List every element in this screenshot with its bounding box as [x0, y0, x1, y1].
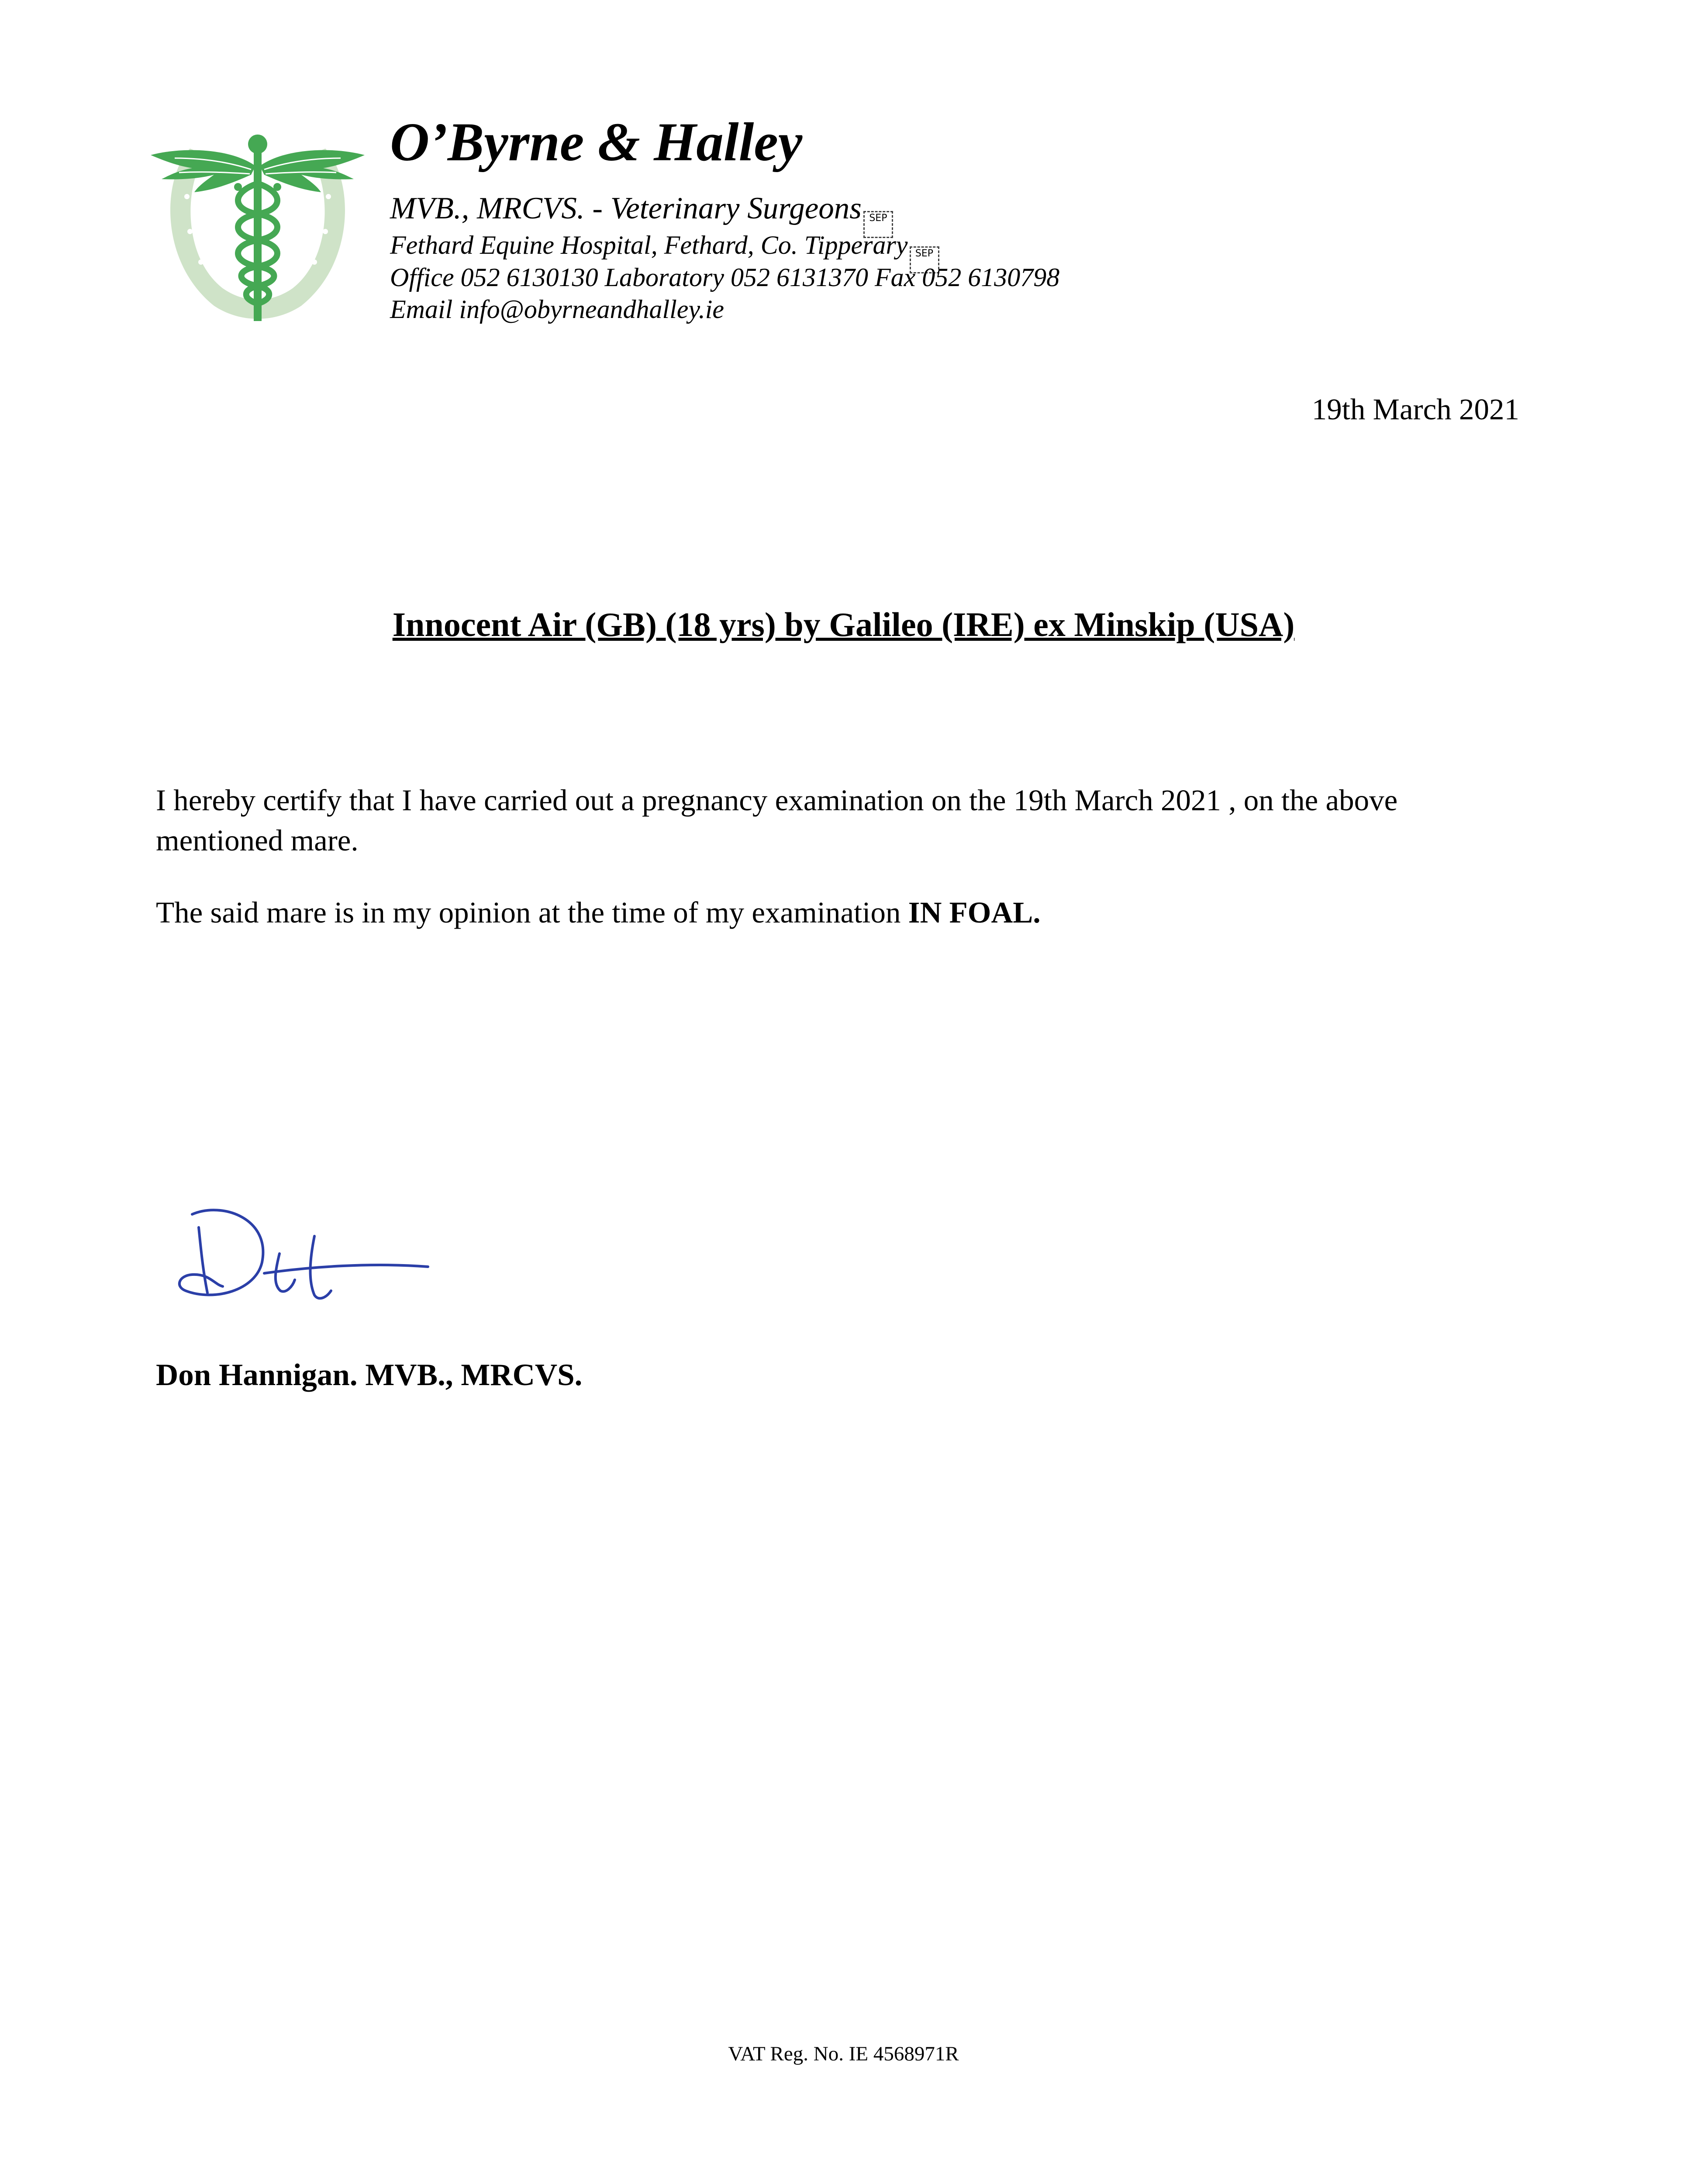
result-paragraph: The said mare is in my opinion at the time of my examination IN FOAL.	[156, 896, 1041, 929]
signer-name: Don Hannigan. MVB., MRCVS.	[156, 1358, 583, 1392]
firm-subtitle: MVB., MRCVS. - Veterinary Surgeons SEP	[390, 191, 893, 238]
sep-marker-icon: SEP	[910, 246, 939, 273]
letter-heading: Innocent Air (GB) (18 yrs) by Galileo (IRE) ex Minskip (USA)	[392, 605, 1295, 643]
sep-marker-icon: SEP	[863, 211, 893, 238]
certification-paragraph: I hereby certify that I have carried out a pregnancy examination on the 19th March 2021 , on the above mentioned mare.	[156, 784, 1398, 857]
firm-name: O’Byrne & Halley	[390, 112, 803, 173]
vat-footer: VAT Reg. No. IE 4568971R	[728, 2042, 959, 2065]
result-status: IN FOAL.	[908, 896, 1041, 929]
caduceus-logo-icon	[148, 131, 367, 328]
firm-address: Fethard Equine Hospital, Fethard, Co. Tipperary SEP	[390, 231, 939, 273]
signature-image	[166, 1197, 437, 1319]
firm-phones: Office 052 6130130 Laboratory 052 6131370 Fax 052 6130798	[390, 263, 1060, 292]
letter-date: 19th March 2021	[1311, 393, 1519, 426]
firm-email: Email info@obyrneandhalley.ie	[390, 295, 724, 324]
